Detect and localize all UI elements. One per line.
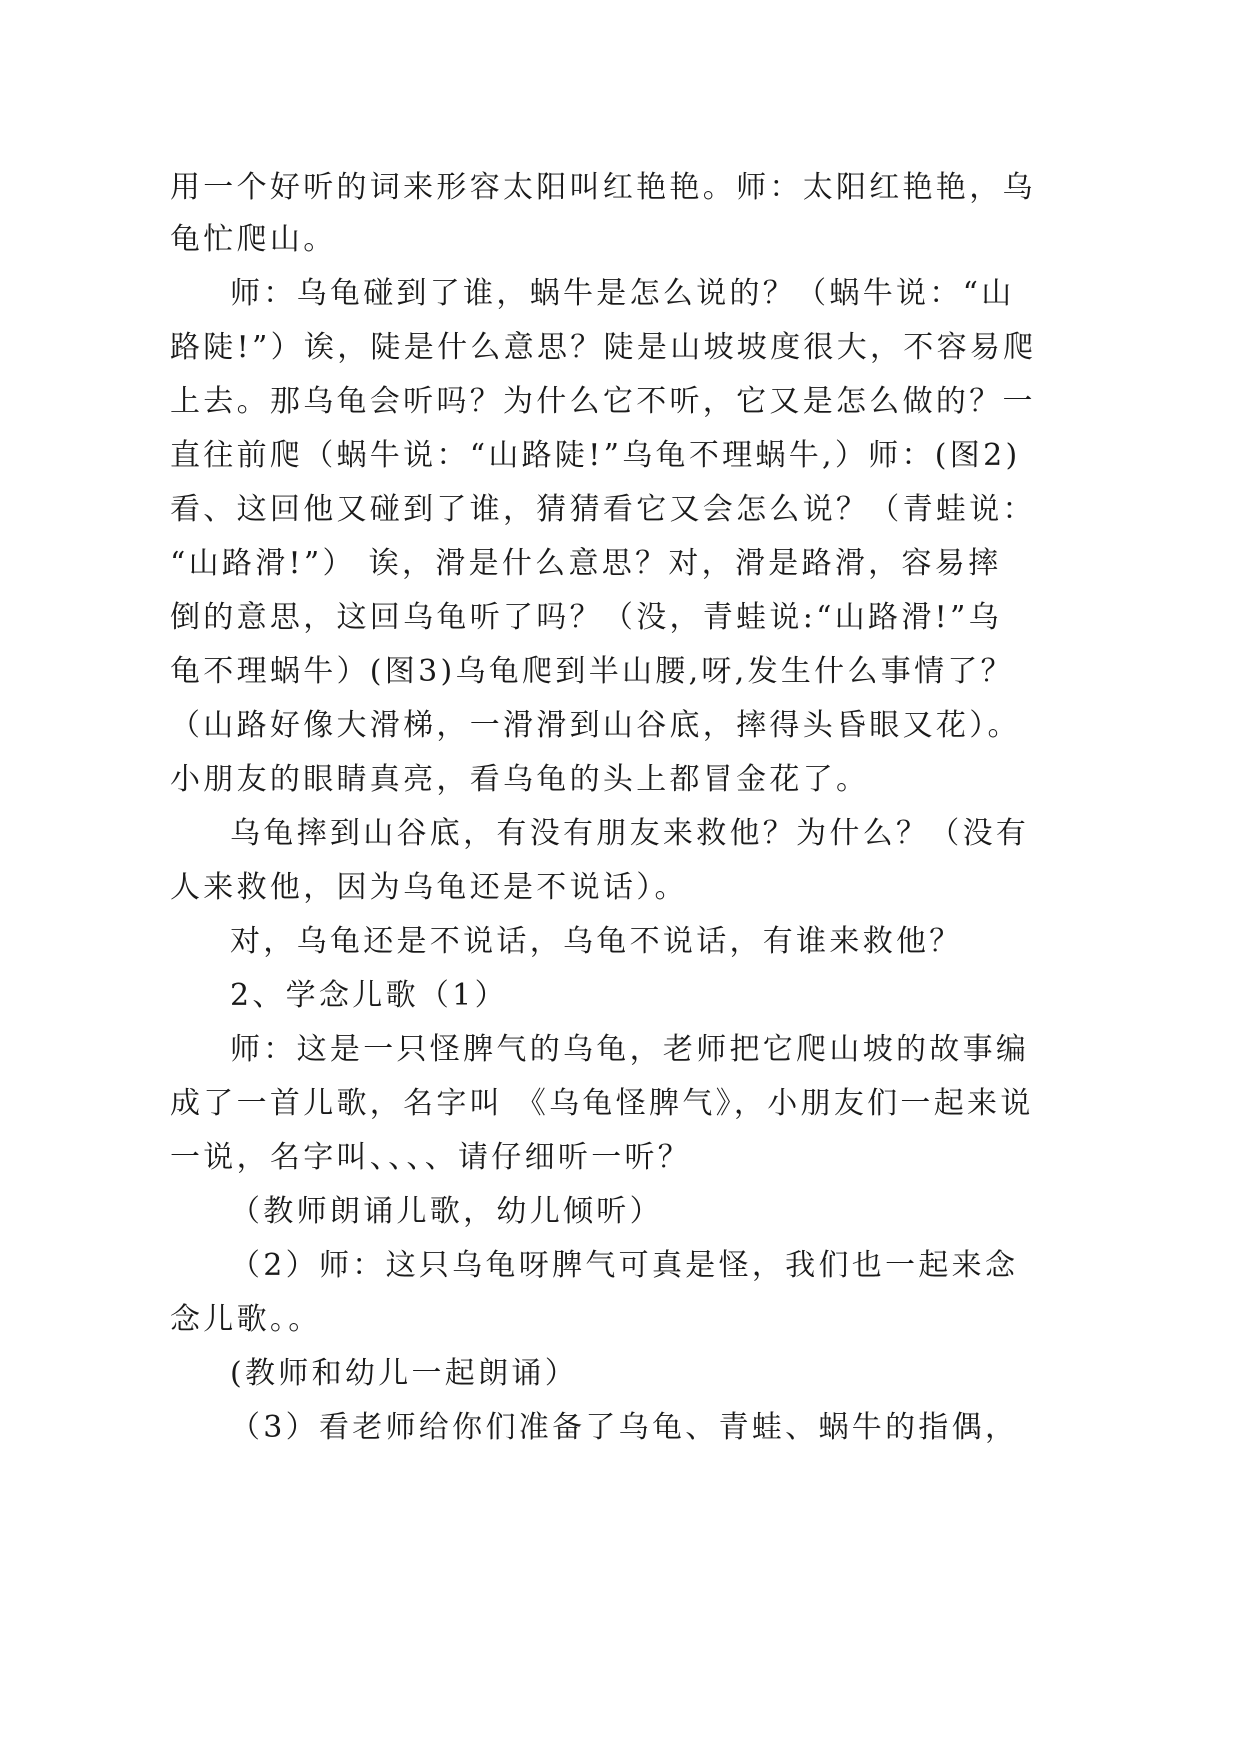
text-line-3: 师：乌龟碰到了谁，蜗牛是怎么说的？（蜗牛说：“山 [230, 276, 1015, 311]
text-line-23: (教师和幼儿一起朗诵） [230, 1356, 579, 1391]
text-line-20: （教师朗诵儿歌，幼儿倾听） [230, 1194, 663, 1229]
text-line-4: 路陡!”）诶，陡是什么意思？陡是山坡坡度很大，不容易爬 [170, 330, 1037, 365]
text-line-2: 龟忙爬山。 [170, 222, 337, 257]
text-line-18: 成了一首儿歌，名字叫 《乌龟怪脾气》，小朋友们一起来说 [170, 1086, 1034, 1121]
text-line-15: 对，乌龟还是不说话，乌龟不说话，有谁来救他？ [230, 924, 963, 959]
text-line-24: （3）看老师给你们准备了乌龟、青蛙、蜗牛的指偶， [230, 1410, 1019, 1445]
text-line-8: “山路滑!”） 诶，滑是什么意思？对，滑是路滑，容易摔 [170, 546, 1002, 581]
text-line-5: 上去。那乌龟会听吗？为什么它不听，它又是怎么做的？一 [170, 384, 1036, 419]
text-line-17: 师：这是一只怪脾气的乌龟，老师把它爬山坡的故事编 [230, 1032, 1030, 1067]
text-line-11: （山路好像大滑梯，一滑滑到山谷底，摔得头昏眼又花）。 [170, 708, 1021, 743]
text-line-7: 看、这回他又碰到了谁，猜猜看它又会怎么说？（青蛙说： [170, 492, 1036, 527]
text-line-22: 念儿歌。。 [170, 1302, 322, 1337]
text-line-10: 龟不理蜗牛）(图3)乌龟爬到半山腰,呀,发生什么事情了？ [170, 654, 1014, 689]
text-line-13: 乌龟摔到山谷底，有没有朋友来救他？为什么？（没有 [230, 816, 1030, 851]
text-line-14: 人来救他，因为乌龟还是不说话）。 [170, 870, 688, 905]
text-line-19: 一说，名字叫、、、、请仔细听一听？ [170, 1140, 692, 1175]
text-line-21: （2）师：这只乌龟呀脾气可真是怪，我们也一起来念 [230, 1248, 1019, 1283]
text-line-6: 直往前爬（蜗牛说：“山路陡!”乌龟不理蜗牛,）师：(图2) [170, 438, 1021, 473]
text-line-16: 2、学念儿歌（1） [230, 978, 508, 1013]
text-line-12: 小朋友的眼睛真亮，看乌龟的头上都冒金花了。 [170, 762, 870, 797]
text-line-9: 倒的意思，这回乌龟听了吗？（没，青蛙说:“山路滑!”乌 [170, 600, 1002, 635]
text-line-1: 用一个好听的词来形容太阳叫红艳艳。师：太阳红艳艳，乌 [170, 170, 1036, 205]
